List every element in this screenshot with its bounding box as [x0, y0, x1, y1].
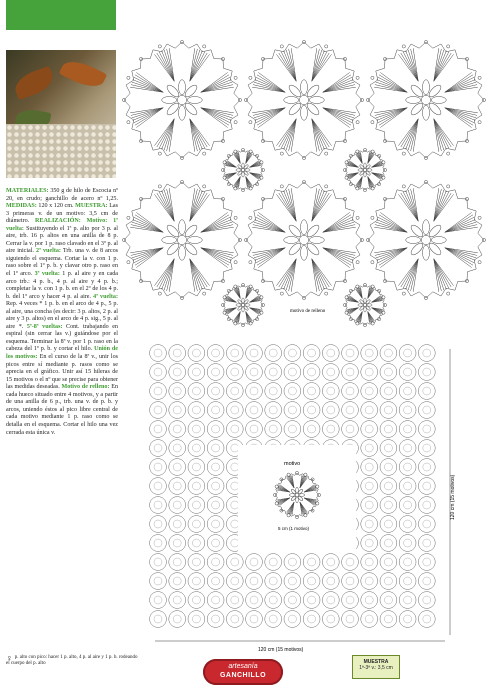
materiales-heading: MATERIALES: [6, 188, 49, 194]
logo-bottom-text: GANCHILLO [219, 672, 267, 679]
motivo-size-label: 5 cm (1 motivo) [278, 526, 310, 531]
v58-heading: 5ª-8ª vueltas: [23, 323, 63, 330]
v2-heading: 2ª vuelta: [33, 248, 61, 255]
v3-text: 1 p. al aire y en cada arco trb.: 4 p. b., 4 p. al aire y 4 p. b.; completar la v. con 1 p. b. en el 2º de los 4 p. b. del 1º arco y hacer 4 p. al aire. [6, 271, 118, 300]
header-color-bar [6, 0, 116, 30]
motif-group [122, 40, 485, 326]
v3-heading: 3ª vuelta: [32, 271, 60, 278]
v1-text: Sustituyendo el 1ª p. alto por 3 p. al aire, trb. 16 p. altos en una anilla de 8 p. Cerrar la v. por 1 p. raso clavado en el 3º p. al aire inicial. [6, 225, 118, 255]
muestra-heading: MUESTRA: [75, 203, 108, 210]
v4-heading: 4ª vuelta: [91, 293, 118, 300]
medidas-text: 120 x 120 cm. [36, 203, 74, 210]
gauge-box [352, 655, 400, 679]
crochet-stitch-diagram [124, 40, 486, 330]
motivo-label: motivo [284, 461, 301, 467]
realizacion-heading: REALIZACIÓN: [35, 218, 81, 225]
v2-text: Trb. una v. de 8 arcos siguiendo el esquema. Cortar la v. con 1 p. raso sobre el 1º p. b. y clavar otro p. raso en el 1º arco. [6, 248, 118, 278]
gauge-value: 1ª-3ª v.: 3,5 cm [359, 665, 393, 671]
materiales-text: 350 g de hilo de Escocia nº 20, en crudo; ganchillo de acero nº 1,25. [6, 188, 118, 202]
brand-logo [203, 659, 283, 685]
abbreviation-text: p. alto con pico: hacer 1 p. alto, 4 p. al aire y 1 p. b. rodeando el cuerpo del p. alto [6, 655, 138, 667]
logo-top-text: artesanía [228, 663, 258, 670]
union-heading: Unión de los motivos: [6, 346, 119, 361]
picot-symbol-icon: ♀ [6, 653, 13, 663]
relleno-text: En cada hueco situado entre 4 motivos, y a partir de una anilla de 6 p., trb. una v. de p. b. y arcos, uniendo éstos al pico libre central de cada motivo mediante 1 p. raso como se detalla en el esquema. Cortar el hilo una vez cerrada esta única v. [6, 384, 119, 436]
v4-text: Rep. 4 veces * 1 p. b. en el arco de 4 p., 5 p. al aire, una concha (es decir: 3 p. altos, 2 p. al aire y 3 p. altos) en el arco de 4 p. sig., 5 p. al aire *. [6, 301, 118, 330]
assembly-chart [150, 345, 455, 655]
abbreviation-key [6, 655, 141, 687]
relleno-label: motivo de relleno [290, 309, 326, 314]
muestra-text: Las 3 primeras v. de un motivo: 3,5 cm de diámetro. [6, 203, 118, 225]
union-text: En el curso de la 8ª v., unir los picos entre sí mediante p. rasos como se aprecia en el gráfico. Unir así 15 hileras de 15 motivos o el nº que se precise para obtener las medidas deseadas. [6, 354, 118, 391]
gauge-title: MUESTRA [363, 659, 389, 665]
width-label: 120 cm (15 motivos) [258, 647, 304, 653]
v58-text: Cont. trabajando en espiral (sin cerrar las v.) guiándose por el esquema. Terminar la 8ª v. por 1 p. raso en la cabeza del 1º p. b. y cortar el hilo. [6, 323, 118, 353]
height-label: 120 cm (15 motivos) [450, 474, 456, 520]
project-photo [6, 50, 116, 178]
relleno-heading: Motivo de relleno: [59, 384, 110, 391]
motivo-heading: Motivo: 1ª vuelta: [6, 218, 118, 232]
medidas-heading: MEDIDAS: [6, 203, 37, 210]
instructions-text [6, 188, 118, 648]
